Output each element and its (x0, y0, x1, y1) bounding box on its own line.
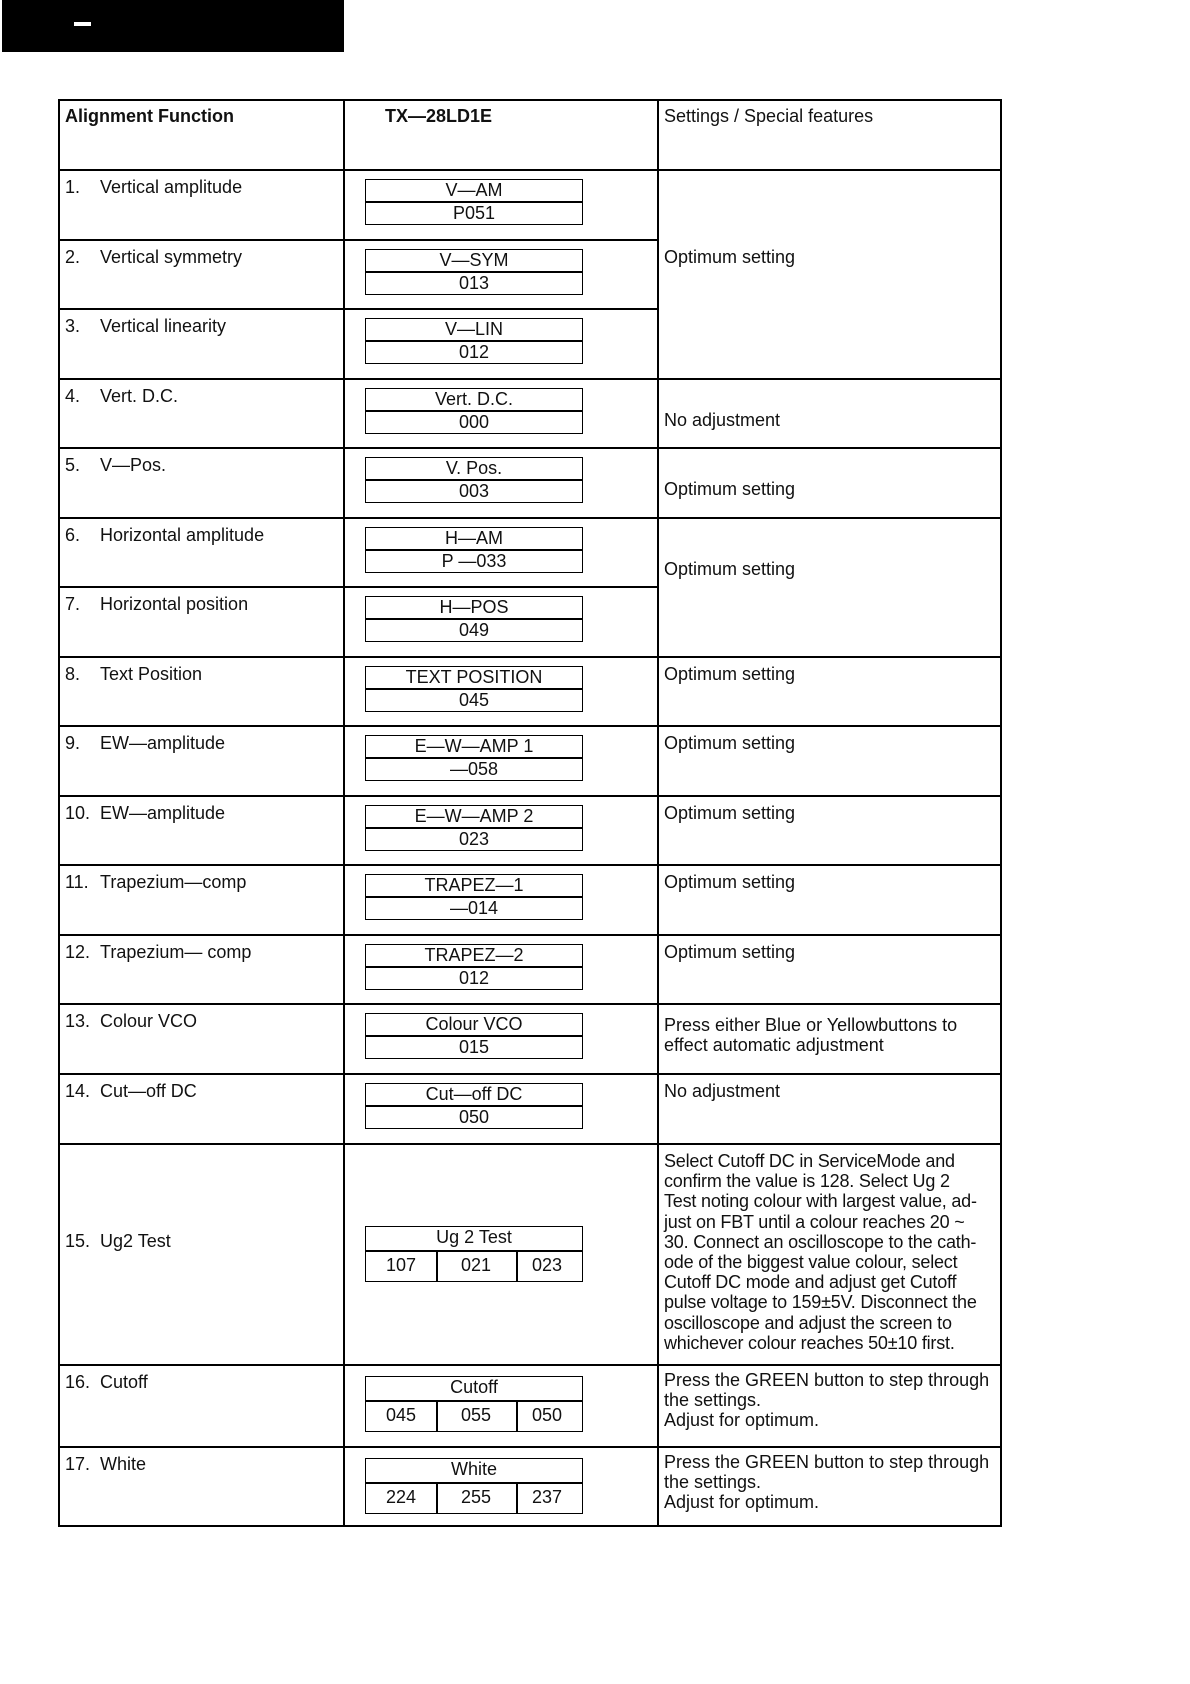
service-mode-display (365, 527, 583, 573)
row-number: 8. (65, 664, 81, 684)
row-label: Horizontal amplitude (100, 525, 265, 545)
row-number: 4. (65, 386, 81, 406)
settings-row-10: Optimum setting (664, 803, 796, 823)
display-value: 012 (458, 968, 490, 988)
settings-row-8: Optimum setting (664, 664, 796, 684)
display-value-cell: 045 (385, 1405, 417, 1425)
row-label: Horizontal position (100, 594, 249, 614)
display-function-name: Vert. D.C. (434, 389, 514, 409)
header-alignment-function: Alignment Function (65, 106, 234, 126)
display-value-cell: 255 (460, 1487, 492, 1507)
table-row-border (58, 864, 1002, 866)
row-label: Trapezium— comp (100, 942, 252, 962)
display-function-name: V—AM (445, 180, 503, 200)
settings-rows-6-7: Optimum setting (664, 559, 796, 579)
table-row-border (58, 378, 1002, 380)
row-label: Vertical amplitude (100, 177, 243, 197)
settings-row-15: Select Cutoff DC in ServiceMode and confirm the value is 128. Select Ug 2 Test noting colour with largest value, ad- just on FBT until a colour reaches 20 ~ 30. Connect an oscilloscope to the cath- ode of the biggest value colour, select Cutoff DC mode and adjust get Cutoff pulse voltage to 159±5V. Disconnect the oscilloscope and adjust the screen to whichever colour reaches 50±10 first. (664, 1151, 977, 1353)
table-row-border (58, 1446, 1002, 1448)
service-mode-display (365, 666, 583, 712)
display-value: 045 (458, 690, 490, 710)
row-label: Cut—off DC (100, 1081, 197, 1101)
display-value: 049 (458, 620, 490, 640)
display-function-name: TRAPEZ—1 (424, 875, 524, 895)
row-label: EW—amplitude (100, 803, 226, 823)
row-number: 16. (65, 1372, 91, 1392)
table-vertical-border (657, 99, 659, 1527)
settings-row-13: Press either Blue or Yellowbuttons to effect automatic adjustment (664, 1015, 958, 1055)
display-function-name: E—W—AMP 2 (414, 806, 534, 826)
display-function-name: E—W—AMP 1 (414, 736, 534, 756)
table-row-border (58, 517, 1002, 519)
settings-row-16: Press the GREEN button to step through the settings. Adjust for optimum. (664, 1370, 990, 1430)
service-mode-display (365, 735, 583, 781)
row-label: Text Position (100, 664, 203, 684)
display-value: 013 (458, 273, 490, 293)
row-label: EW—amplitude (100, 733, 226, 753)
row-number: 9. (65, 733, 81, 753)
settings-row-17: Press the GREEN button to step through the settings. Adjust for optimum. (664, 1452, 990, 1512)
row-label: Ug2 Test (100, 1231, 171, 1251)
display-value-cell: 050 (531, 1405, 563, 1425)
row-number: 2. (65, 247, 81, 267)
row-number: 3. (65, 316, 81, 336)
row-label: Vert. D.C. (100, 386, 179, 406)
row-label: Colour VCO (100, 1011, 198, 1031)
display-function-name: Cutoff (450, 1377, 498, 1397)
table-row-border (58, 934, 1002, 936)
display-value: 003 (458, 481, 490, 501)
row-number: 7. (65, 594, 81, 614)
header-dash (74, 22, 91, 26)
row-label: Trapezium—comp (100, 872, 247, 892)
table-row-border (58, 725, 1002, 727)
row-number: 17. (65, 1454, 91, 1474)
table-row-border (58, 99, 1002, 101)
row-number: 12. (65, 942, 91, 962)
table-row-border (58, 308, 659, 310)
display-value: 000 (458, 412, 490, 432)
display-value-cell: 023 (531, 1255, 563, 1275)
row-label: Cutoff (100, 1372, 148, 1392)
display-function-name: V—SYM (439, 250, 509, 270)
table-row-border (58, 1364, 1002, 1366)
table-row-border (58, 1003, 1002, 1005)
display-function-name: V—LIN (444, 319, 504, 339)
row-number: 10. (65, 803, 91, 823)
row-number: 13. (65, 1011, 91, 1031)
table-row-border (58, 656, 1002, 658)
display-value: 015 (458, 1037, 490, 1057)
display-function-name: Ug 2 Test (436, 1227, 512, 1247)
display-function-name: H—AM (445, 528, 503, 548)
display-value-cell: 107 (385, 1255, 417, 1275)
table-row-border (58, 169, 1002, 171)
row-number: 1. (65, 177, 81, 197)
table-vertical-border (1000, 99, 1002, 1527)
row-number: 5. (65, 455, 81, 475)
table-vertical-border (58, 99, 60, 1527)
table-row-border (58, 586, 659, 588)
table-row-border (58, 1073, 1002, 1075)
settings-row-14: No adjustment (664, 1081, 781, 1101)
table-row-border (58, 447, 1002, 449)
header-model: TX—28LD1E (385, 106, 493, 126)
display-value-cell: 055 (460, 1405, 492, 1425)
settings-row-5: Optimum setting (664, 479, 796, 499)
row-number: 14. (65, 1081, 91, 1101)
display-function-name: Cut—off DC (425, 1084, 523, 1104)
settings-row-12: Optimum setting (664, 942, 796, 962)
display-function-name: Colour VCO (425, 1014, 523, 1034)
service-mode-display (365, 1013, 583, 1059)
display-divider (366, 1482, 582, 1484)
settings-rows-1-3: Optimum setting (664, 247, 796, 267)
service-mode-display (365, 179, 583, 225)
header-black-bar (2, 0, 344, 52)
display-value: —058 (449, 759, 499, 779)
row-number: 6. (65, 525, 81, 545)
row-number: 11. (65, 872, 89, 892)
settings-row-9: Optimum setting (664, 733, 796, 753)
display-function-name: White (450, 1459, 497, 1479)
display-value: 050 (458, 1107, 490, 1127)
row-label: V—Pos. (100, 455, 167, 475)
service-mode-display (365, 1458, 583, 1514)
display-divider (366, 1250, 582, 1252)
display-value: 023 (458, 829, 490, 849)
row-label: Vertical symmetry (100, 247, 243, 267)
display-value: —014 (449, 898, 499, 918)
service-mode-display (365, 1376, 583, 1432)
display-function-name: TRAPEZ—2 (424, 945, 524, 965)
table-row-border (58, 239, 659, 241)
settings-row-4: No adjustment (664, 410, 781, 430)
service-mode-display (365, 318, 583, 364)
service-mode-display (365, 805, 583, 851)
table-row-border (58, 795, 1002, 797)
display-function-name: TEXT POSITION (405, 667, 543, 687)
service-mode-display (365, 596, 583, 642)
service-mode-display (365, 1226, 583, 1282)
display-value-cell: 237 (531, 1487, 563, 1507)
header-settings: Settings / Special features (664, 106, 874, 126)
display-function-name: H—POS (439, 597, 509, 617)
service-mode-display (365, 457, 583, 503)
display-divider (366, 1400, 582, 1402)
row-label: White (100, 1454, 147, 1474)
service-mode-display (365, 388, 583, 434)
row-label: Vertical linearity (100, 316, 227, 336)
display-function-name: V. Pos. (445, 458, 503, 478)
service-mode-display (365, 874, 583, 920)
display-value: 012 (458, 342, 490, 362)
service-mode-display (365, 249, 583, 295)
service-mode-display (365, 1083, 583, 1129)
display-value: P051 (452, 203, 496, 223)
service-mode-display (365, 944, 583, 990)
table-vertical-border (343, 99, 345, 1527)
row-number: 15. (65, 1231, 91, 1251)
table-row-border (58, 1525, 1002, 1527)
table-row-border (58, 1143, 1002, 1145)
settings-row-11: Optimum setting (664, 872, 796, 892)
display-value: P —033 (441, 551, 507, 571)
display-value-cell: 224 (385, 1487, 417, 1507)
display-value-cell: 021 (460, 1255, 492, 1275)
